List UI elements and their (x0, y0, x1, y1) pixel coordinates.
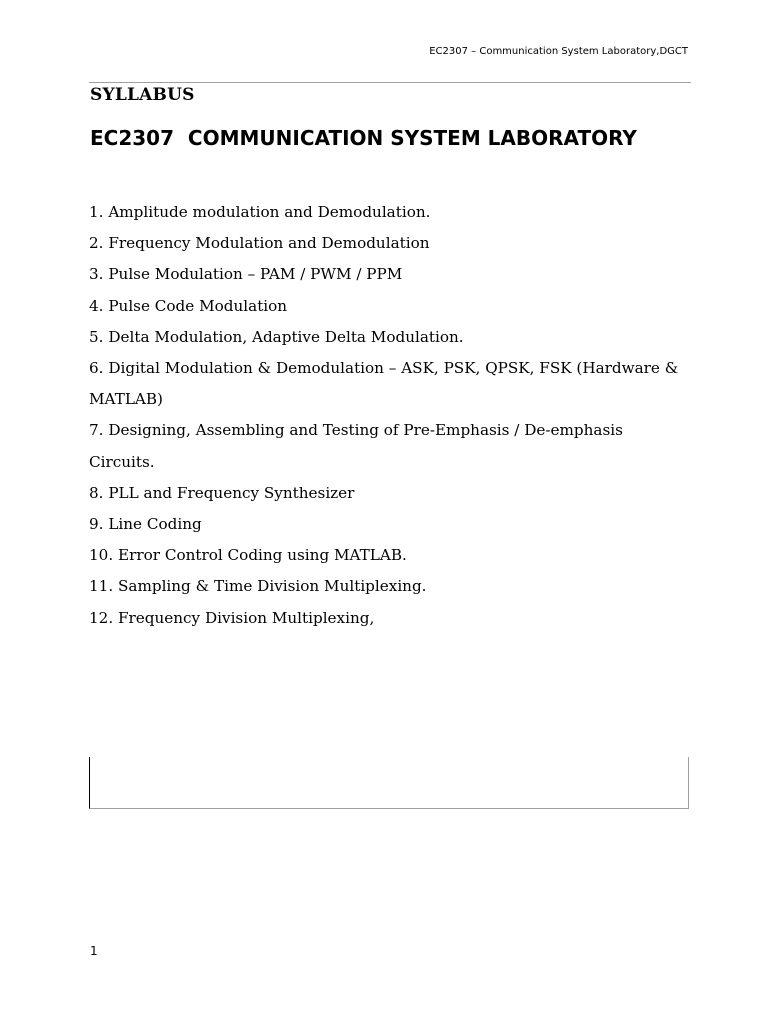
header-rule (89, 82, 691, 83)
list-item: 10. Error Control Coding using MATLAB. (89, 546, 407, 565)
list-item: 5. Delta Modulation, Adaptive Delta Modulation. (89, 327, 464, 346)
list-item: 6. Digital Modulation & Demodulation – ASK, PSK, QPSK, FSK (Hardware & MATLAB) (89, 359, 679, 409)
list-item: 7. Designing, Assembling and Testing of Pre-Emphasis / De-emphasis Circuits. (89, 421, 623, 471)
empty-bordered-box (89, 757, 689, 809)
list-item: 4. Pulse Code Modulation (89, 296, 288, 315)
list-item: 12. Frequency Division Multiplexing, (89, 608, 375, 627)
list-item: 3. Pulse Modulation – PAM / PWM / PPM (89, 265, 403, 284)
section-heading: SYLLABUS (90, 85, 195, 105)
list-item: 8. PLL and Frequency Synthesizer (89, 483, 355, 502)
experiment-list (89, 197, 689, 634)
list-item: 1. Amplitude modulation and Demodulation. (89, 203, 431, 221)
course-title: EC2307 COMMUNICATION SYSTEM LABORATORY (90, 126, 637, 150)
list-item: 11. Sampling & Time Division Multiplexing. (89, 577, 427, 596)
page-number: 1 (90, 944, 98, 958)
list-item: 9. Line Coding (89, 515, 202, 534)
running-header: EC2307 – Communication System Laboratory,DGCT (429, 46, 688, 57)
list-item: 2. Frequency Modulation and Demodulation (89, 234, 430, 253)
